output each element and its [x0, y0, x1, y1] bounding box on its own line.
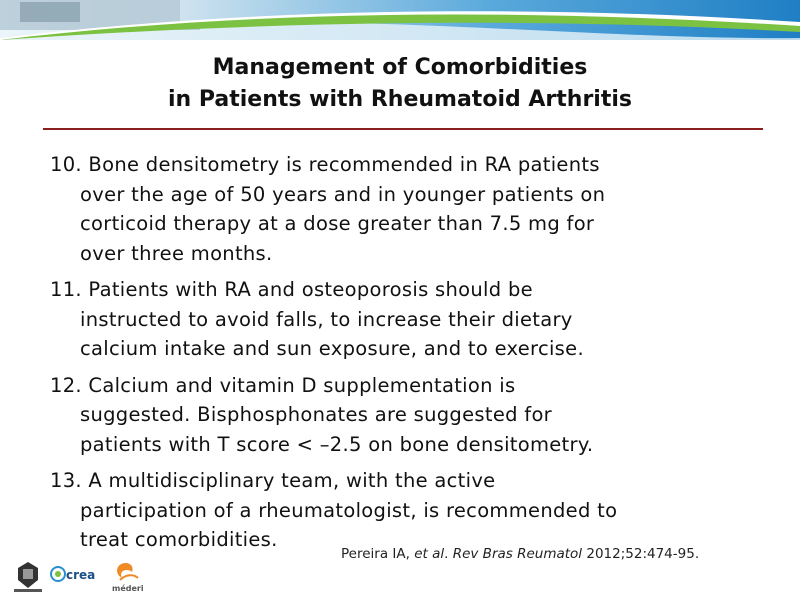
- recommendation-text: 10. Bone densitometry is recommended in RA patients: [50, 153, 600, 176]
- crea-logo-text: crea: [66, 568, 96, 582]
- university-seal-logo: [10, 560, 46, 598]
- header-banner-graphic: [0, 0, 800, 40]
- slide-title-line-2: in Patients with Rheumatoid Arthritis: [168, 87, 632, 112]
- recommendation-text: over three months.: [80, 241, 273, 265]
- footer-logos: [8, 558, 148, 596]
- citation-etal: et al: [414, 546, 445, 562]
- recommendation-text: treat comorbidities.: [80, 528, 278, 551]
- citation-ref: 2012;52:474-95.: [582, 546, 700, 562]
- recommendation-item-13: [50, 466, 770, 555]
- recommendation-item-11: [50, 275, 770, 364]
- recommendation-item-10: [50, 150, 770, 268]
- recommendation-text: corticoid therapy at a dose greater than 7.5 mg for: [80, 212, 595, 235]
- recommendation-text: 13. A multidisciplinary team, with the active: [50, 469, 496, 492]
- recommendation-text: participation of a rheumatologist, is recommended to: [80, 498, 618, 522]
- slide-title: [0, 52, 800, 116]
- mederi-logo: [106, 560, 146, 593]
- recommendation-text: over the age of 50 years and in younger patients on: [80, 182, 606, 206]
- recommendation-text: suggested. Bisphosphonates are suggested for: [80, 403, 553, 426]
- citation-sep: .: [444, 546, 453, 562]
- recommendation-item-12: [50, 371, 770, 460]
- recommendation-text: calcium intake and sun exposure, and to exercise.: [80, 337, 584, 360]
- citation: [341, 546, 699, 562]
- mederi-logo-text: méderi: [112, 584, 144, 593]
- header-banner: [0, 0, 800, 40]
- recommendation-text: instructed to avoid falls, to increase their dietary: [80, 307, 573, 331]
- recommendation-text: 12. Calcium and vitamin D supplementation is: [50, 373, 516, 397]
- citation-journal: Rev Bras Reumatol: [452, 546, 583, 562]
- citation-authors: Pereira IA,: [341, 546, 415, 562]
- recommendations-list: [50, 150, 770, 562]
- recommendation-text: 11. Patients with RA and osteoporosis should be: [50, 278, 533, 301]
- slide-title-line-1: Management of Comorbidities: [212, 55, 588, 80]
- crea-logo: [50, 562, 102, 596]
- recommendation-text: patients with T score < –2.5 on bone densitometry.: [80, 432, 594, 456]
- title-divider: [43, 128, 763, 130]
